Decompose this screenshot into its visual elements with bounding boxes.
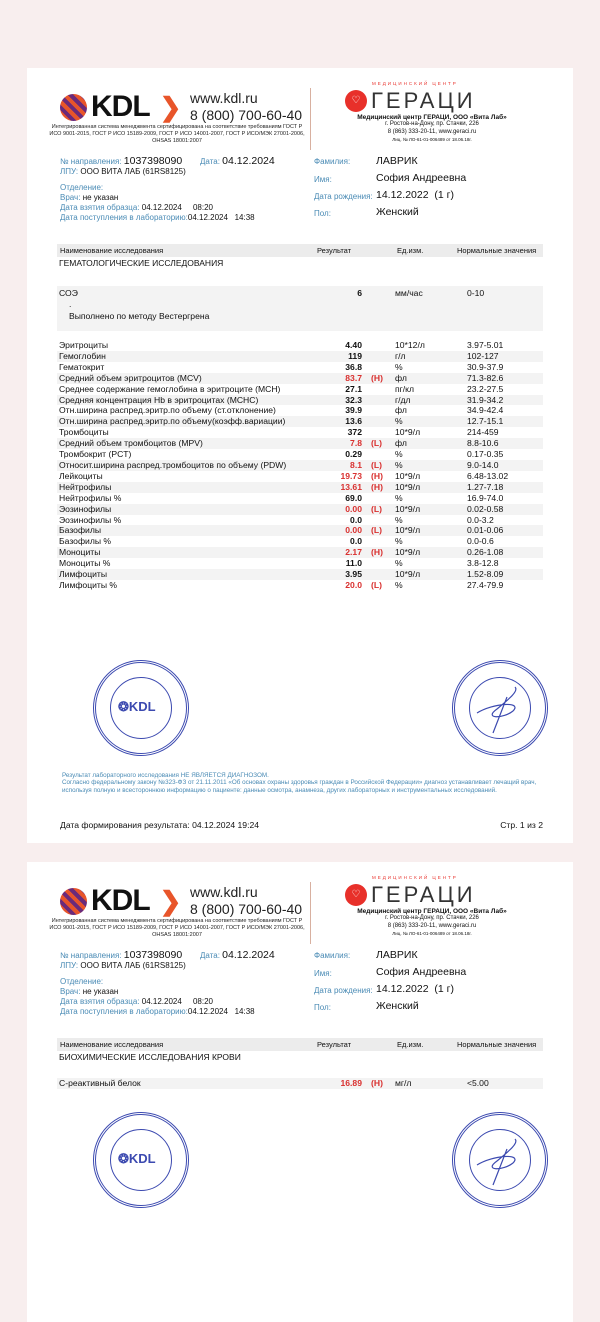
chevron-icon: ❯ bbox=[159, 885, 182, 916]
test-name: Эозинофилы % bbox=[59, 514, 122, 525]
organization-stamp bbox=[93, 660, 189, 756]
doctor-label: Врач: bbox=[60, 987, 81, 996]
department-label: Отделение: bbox=[60, 183, 104, 192]
table-row bbox=[57, 569, 543, 580]
col-unit: Ед.изм. bbox=[397, 246, 424, 255]
test-name: Средний объем тромбоцитов (MPV) bbox=[59, 438, 203, 449]
received-date: 04.12.2024 bbox=[187, 213, 228, 222]
test-norm: 9.0-14.0 bbox=[467, 459, 499, 470]
test-result: 2.17 bbox=[345, 547, 362, 558]
referral-value: 1037398090 bbox=[123, 949, 183, 961]
age-value: (1 г) bbox=[434, 189, 454, 201]
test-norm: 1.27-7.18 bbox=[467, 481, 504, 492]
test-name: Тромбоциты bbox=[59, 427, 109, 438]
table-header bbox=[57, 244, 543, 257]
test-unit: % bbox=[395, 536, 403, 547]
geraci-wordmark: ГЕРАЦИ bbox=[371, 88, 476, 113]
test-name: Средняя концентрация Hb в эритроцитах (MCHC) bbox=[59, 394, 259, 405]
kdl-logo bbox=[60, 884, 181, 918]
dob-value: 14.12.2022 bbox=[376, 189, 429, 201]
test-unit: пг/кл bbox=[395, 383, 415, 394]
col-norm: Нормальные значения bbox=[457, 1040, 537, 1049]
test-name: Средний объем эритроцитов (MCV) bbox=[59, 372, 202, 383]
test-unit: % bbox=[395, 459, 403, 470]
geraci-info bbox=[317, 908, 547, 937]
test-flag: (L) bbox=[371, 503, 382, 514]
test-result: 4.40 bbox=[345, 340, 362, 350]
name-value: София Андреевна bbox=[376, 172, 467, 184]
department-label: Отделение: bbox=[60, 977, 104, 986]
table-header bbox=[57, 1038, 543, 1051]
sex-value: Женский bbox=[376, 206, 419, 218]
sex-value: Женский bbox=[376, 1000, 419, 1012]
test-name: Моноциты bbox=[59, 547, 101, 558]
test-result: 20.0 bbox=[345, 579, 362, 590]
geraci-name: Медицинский центр ГЕРАЦИ, ООО «Вита Лаб» bbox=[357, 114, 507, 121]
sample-date: 04.12.2024 bbox=[141, 203, 182, 212]
section-title: БИОХИМИЧЕСКИЕ ИССЛЕДОВАНИЯ КРОВИ bbox=[59, 1052, 241, 1062]
test-result: 27.1 bbox=[345, 383, 362, 394]
table-row bbox=[57, 460, 543, 471]
iso-certification: Интегрированная система менеджмента сертифицирована на соответствие требованиям ГОСТ Р ИСО 9001-2015, ГОСТ Р ИСО 15189-2009, ГОСТ Р ИСО 14001-2007, ГОСТ Р ИСО/МЭК 27001-2006, OHSAS 18001:2007 bbox=[49, 918, 305, 938]
table-row bbox=[57, 395, 543, 406]
test-norm: 214-459 bbox=[467, 427, 499, 438]
test-unit: г/л bbox=[395, 350, 406, 361]
geraci-address: г. Ростов-на-Дону, пр. Стачки, 226 bbox=[385, 121, 479, 128]
test-result: 83.7 bbox=[345, 372, 362, 383]
geraci-logo bbox=[345, 88, 476, 114]
test-unit: % bbox=[395, 492, 403, 503]
test-norm: 1.52-8.09 bbox=[467, 569, 504, 580]
divider bbox=[310, 882, 311, 944]
doctor-stamp bbox=[452, 660, 548, 756]
test-norm: 3.8-12.8 bbox=[467, 558, 499, 569]
kdl-logo bbox=[60, 90, 181, 124]
test-unit: % bbox=[395, 514, 403, 525]
test-result: 372 bbox=[347, 427, 362, 438]
section-title: ГЕМАТОЛОГИЧЕСКИЕ ИССЛЕДОВАНИЯ bbox=[59, 258, 224, 268]
col-name: Наименование исследования bbox=[60, 1040, 164, 1049]
sex-label: Пол: bbox=[314, 1003, 331, 1012]
doctor-label: Врач: bbox=[60, 193, 81, 202]
col-result: Результат bbox=[317, 1040, 352, 1049]
geraci-address: г. Ростов-на-Дону, пр. Стачки, 226 bbox=[385, 915, 479, 922]
test-name: Нейтрофилы bbox=[59, 481, 112, 492]
test-name: Эритроциты bbox=[59, 340, 109, 350]
chevron-icon: ❯ bbox=[159, 91, 182, 122]
test-unit: % bbox=[395, 416, 403, 427]
heartbeat-icon: ♡ bbox=[345, 884, 367, 906]
date-value: 04.12.2024 bbox=[222, 949, 275, 961]
received-label: Дата поступления в лабораторию: bbox=[60, 1007, 188, 1016]
test-result: 0.0 bbox=[350, 536, 362, 547]
name-value: София Андреевна bbox=[376, 966, 467, 978]
geraci-name: Медицинский центр ГЕРАЦИ, ООО «Вита Лаб» bbox=[357, 908, 507, 915]
table-row bbox=[57, 580, 543, 591]
test-flag: (H) bbox=[371, 481, 383, 492]
doctor-stamp bbox=[452, 1112, 548, 1208]
test-name: Базофилы % bbox=[59, 536, 112, 547]
heartbeat-icon: ♡ bbox=[345, 90, 367, 112]
col-result: Результат bbox=[317, 246, 352, 255]
kdl-wordmark: KDL bbox=[91, 884, 150, 917]
organization-stamp bbox=[93, 1112, 189, 1208]
results-table bbox=[57, 1078, 543, 1089]
table-row bbox=[57, 471, 543, 482]
lpu-value: ООО ВИТА ЛАБ (61RS8125) bbox=[80, 961, 186, 970]
date-label: Дата: bbox=[200, 951, 220, 960]
test-unit: % bbox=[395, 558, 403, 569]
dob-value: 14.12.2022 bbox=[376, 983, 429, 995]
sample-label: Дата взятия образца: bbox=[60, 203, 140, 212]
test-name: Эозинофилы bbox=[59, 503, 112, 514]
test-flag: (L) bbox=[371, 438, 382, 449]
kdl-stamp-logo: ❂KDL bbox=[118, 699, 156, 714]
result-page-1 bbox=[27, 68, 573, 843]
referral-label: № направления: bbox=[60, 951, 122, 960]
test-result: 119 bbox=[348, 350, 362, 361]
col-norm: Нормальные значения bbox=[457, 246, 537, 255]
received-time: 14:38 bbox=[234, 213, 255, 222]
test-norm: 12.7-15.1 bbox=[467, 416, 504, 427]
surname-value: ЛАВРИК bbox=[376, 949, 418, 961]
test-name: Среднее содержание гемоглобина в эритроците (MCH) bbox=[59, 383, 281, 394]
test-result: 6 bbox=[357, 288, 362, 298]
test-name: Базофилы bbox=[59, 525, 102, 536]
soe-dot: . bbox=[69, 299, 72, 309]
table-row bbox=[57, 525, 543, 536]
kdl-site: www.kdl.ru bbox=[190, 90, 258, 106]
test-norm: 16.9-74.0 bbox=[467, 492, 504, 503]
test-name: С-реактивный белок bbox=[59, 1078, 141, 1088]
col-name: Наименование исследования bbox=[60, 246, 164, 255]
table-row bbox=[57, 438, 543, 449]
age-value: (1 г) bbox=[434, 983, 454, 995]
test-norm: 30.9-37.9 bbox=[467, 361, 504, 372]
test-flag: (H) bbox=[371, 372, 383, 383]
test-result: 0.00 bbox=[345, 503, 362, 514]
lpu-value: ООО ВИТА ЛАБ (61RS8125) bbox=[80, 167, 186, 176]
test-result: 19.73 bbox=[340, 470, 362, 481]
test-result: 16.89 bbox=[340, 1078, 362, 1088]
result-page-2 bbox=[27, 862, 573, 1322]
test-flag: (H) bbox=[371, 470, 383, 481]
test-name: Гематокрит bbox=[59, 361, 105, 372]
test-unit: 10*9/л bbox=[395, 525, 421, 536]
test-norm: <5.00 bbox=[467, 1078, 489, 1088]
geraci-contacts: 8 (863) 333-20-11, www.geraci.ru bbox=[387, 922, 477, 929]
test-norm: 23.2-27.5 bbox=[467, 383, 504, 394]
test-unit: фл bbox=[395, 405, 407, 416]
test-unit: 10*9/л bbox=[395, 481, 421, 492]
kdl-phone: 8 (800) 700-60-40 bbox=[190, 107, 303, 123]
disclaimer-line-2: Согласно федеральному закону №323-ФЗ от 21.11.2011 «Об основах охраны здоровья граждан в Российской Федерации» диагноз устанавливает лечащий врач, используя полную и всестороннюю информацию о пациенте: данные осмотра, анамнеза, других лабораторных и инструментальных исследований. bbox=[62, 779, 537, 794]
table-row bbox=[57, 351, 543, 362]
test-result: 8.1 bbox=[350, 459, 362, 470]
test-result: 3.95 bbox=[345, 569, 362, 580]
test-unit: % bbox=[395, 449, 403, 460]
test-unit: фл bbox=[395, 438, 407, 449]
date-label: Дата: bbox=[200, 157, 220, 166]
test-unit: мг/л bbox=[395, 1078, 412, 1088]
table-row bbox=[57, 362, 543, 373]
dob-label: Дата рождения: bbox=[314, 192, 373, 201]
received-date: 04.12.2024 bbox=[187, 1007, 228, 1016]
date-value: 04.12.2024 bbox=[222, 155, 275, 167]
geraci-contacts: 8 (863) 333-20-11, www.geraci.ru bbox=[387, 128, 477, 135]
test-name: Лейкоциты bbox=[59, 470, 103, 481]
table-row bbox=[57, 1078, 543, 1089]
test-result: 36.8 bbox=[345, 361, 362, 372]
doctor-value: не указан bbox=[82, 193, 119, 202]
test-name: Относит.ширина распред.тромбоцитов по объему (PDW) bbox=[59, 459, 287, 470]
kdl-contacts bbox=[190, 884, 302, 918]
name-label: Имя: bbox=[314, 969, 332, 978]
generated-date: Дата формирования результата: 04.12.2024 19:24 bbox=[60, 820, 260, 830]
test-norm: 0.01-0.06 bbox=[467, 525, 504, 536]
dob-label: Дата рождения: bbox=[314, 986, 373, 995]
test-unit: 10*9/л bbox=[395, 470, 421, 481]
test-norm: 27.4-79.9 bbox=[467, 579, 504, 590]
test-norm: 8.8-10.6 bbox=[467, 438, 499, 449]
test-norm: 0.02-0.58 bbox=[467, 503, 504, 514]
sample-label: Дата взятия образца: bbox=[60, 997, 140, 1006]
test-name: Лимфоциты bbox=[59, 569, 108, 580]
geraci-wordmark: ГЕРАЦИ bbox=[371, 882, 476, 907]
test-unit: 10*12/л bbox=[395, 340, 425, 350]
test-flag: (H) bbox=[371, 1078, 383, 1088]
test-result: 69.0 bbox=[345, 492, 362, 503]
test-result: 13.6 bbox=[345, 416, 362, 427]
test-name: Отн.ширина распред.эритр.по объему(коэфф.вариации) bbox=[59, 416, 286, 427]
disclaimer-line-1: Результат лабораторного исследования НЕ ЯВЛЯЕТСЯ ДИАГНОЗОМ. bbox=[62, 772, 269, 779]
test-result: 13.61 bbox=[340, 481, 362, 492]
geraci-tagline: МЕДИЦИНСКИЙ ЦЕНТР bbox=[372, 81, 458, 86]
geraci-license: Лиц. № ЛО-61-01-006489 от 18.06.18г. bbox=[392, 930, 472, 936]
divider bbox=[310, 88, 311, 150]
test-name: СОЭ bbox=[59, 288, 78, 298]
sex-label: Пол: bbox=[314, 209, 331, 218]
referral-value: 1037398090 bbox=[123, 155, 183, 167]
kdl-stamp-logo: ❂KDL bbox=[118, 1151, 156, 1166]
kdl-site: www.kdl.ru bbox=[190, 884, 258, 900]
soe-note: Выполнено по методу Вестергрена bbox=[69, 311, 210, 321]
test-result: 0.29 bbox=[345, 449, 362, 460]
table-row bbox=[57, 449, 543, 460]
test-unit: % bbox=[395, 361, 403, 372]
page-number: Стр. 1 из 2 bbox=[500, 820, 543, 830]
test-flag: (L) bbox=[371, 579, 382, 590]
doctor-value: не указан bbox=[82, 987, 119, 996]
test-unit: 10*9/л bbox=[395, 569, 421, 580]
table-row bbox=[57, 504, 543, 515]
test-norm: 31.9-34.2 bbox=[467, 394, 504, 405]
referral-label: № направления: bbox=[60, 157, 122, 166]
test-norm: 3.97-5.01 bbox=[467, 340, 504, 350]
test-norm: 0-10 bbox=[467, 288, 485, 298]
table-row bbox=[57, 493, 543, 504]
disclaimer bbox=[62, 772, 538, 794]
lpu-label: ЛПУ: bbox=[60, 961, 79, 970]
test-norm: 0.0-0.6 bbox=[467, 536, 494, 547]
sample-date: 04.12.2024 bbox=[141, 997, 182, 1006]
test-norm: 0.26-1.08 bbox=[467, 547, 504, 558]
signature-icon bbox=[473, 1135, 533, 1191]
sample-time: 08:20 bbox=[192, 997, 213, 1006]
test-result: 39.9 bbox=[345, 405, 362, 416]
test-unit: % bbox=[395, 579, 403, 590]
results-table bbox=[57, 340, 543, 591]
test-unit: 10*9/л bbox=[395, 547, 421, 558]
test-result: 7.8 bbox=[350, 438, 362, 449]
test-flag: (L) bbox=[371, 525, 382, 536]
geraci-tagline: МЕДИЦИНСКИЙ ЦЕНТР bbox=[372, 875, 458, 880]
test-unit: мм/час bbox=[395, 288, 423, 298]
test-unit: 10*9/л bbox=[395, 427, 421, 438]
table-row bbox=[57, 427, 543, 438]
geraci-license: Лиц. № ЛО-61-01-006489 от 18.06.18г. bbox=[392, 136, 472, 142]
table-row-soe bbox=[57, 286, 543, 331]
test-norm: 71.3-82.6 bbox=[467, 372, 504, 383]
table-row bbox=[57, 373, 543, 384]
name-label: Имя: bbox=[314, 175, 332, 184]
surname-label: Фамилия: bbox=[314, 157, 351, 166]
kdl-ball-icon bbox=[60, 94, 87, 121]
test-result: 11.0 bbox=[345, 558, 362, 569]
kdl-ball-icon bbox=[60, 888, 87, 915]
table-row bbox=[57, 340, 543, 351]
test-norm: 6.48-13.02 bbox=[467, 470, 509, 481]
lpu-label: ЛПУ: bbox=[60, 167, 79, 176]
test-name: Гемоглобин bbox=[59, 350, 106, 361]
table-row bbox=[57, 405, 543, 416]
test-name: Моноциты % bbox=[59, 558, 111, 569]
test-flag: (L) bbox=[371, 459, 382, 470]
test-result: 32.3 bbox=[345, 394, 362, 405]
test-norm: 0.0-3.2 bbox=[467, 514, 494, 525]
signature-icon bbox=[473, 683, 533, 739]
table-row bbox=[57, 536, 543, 547]
test-norm: 0.17-0.35 bbox=[467, 449, 504, 460]
table-row bbox=[57, 384, 543, 395]
test-unit: г/дл bbox=[395, 394, 411, 405]
surname-label: Фамилия: bbox=[314, 951, 351, 960]
page-header bbox=[27, 862, 573, 1032]
test-name: Нейтрофилы % bbox=[59, 492, 122, 503]
table-row bbox=[57, 482, 543, 493]
test-name: Лимфоциты % bbox=[59, 579, 118, 590]
kdl-wordmark: KDL bbox=[91, 90, 150, 123]
table-row bbox=[57, 515, 543, 526]
test-name: Тромбокрит (PCT) bbox=[59, 449, 132, 460]
kdl-contacts bbox=[190, 90, 302, 124]
page-header bbox=[27, 68, 573, 238]
table-row bbox=[57, 547, 543, 558]
test-name: Отн.ширина распред.эритр.по объему (ст.отклонение) bbox=[59, 405, 276, 416]
kdl-phone: 8 (800) 700-60-40 bbox=[190, 901, 303, 917]
iso-certification: Интегрированная система менеджмента сертифицирована на соответствие требованиям ГОСТ Р ИСО 9001-2015, ГОСТ Р ИСО 15189-2009, ГОСТ Р ИСО 14001-2007, ГОСТ Р ИСО/МЭК 27001-2006, OHSAS 18001:2007 bbox=[49, 124, 305, 144]
received-time: 14:38 bbox=[234, 1007, 255, 1016]
surname-value: ЛАВРИК bbox=[376, 155, 418, 167]
geraci-info bbox=[317, 114, 547, 143]
geraci-logo bbox=[345, 882, 476, 908]
table-row bbox=[57, 558, 543, 569]
table-row bbox=[57, 416, 543, 427]
received-label: Дата поступления в лабораторию: bbox=[60, 213, 188, 222]
sample-time: 08:20 bbox=[192, 203, 213, 212]
test-unit: 10*9/л bbox=[395, 503, 421, 514]
test-result: 0.0 bbox=[350, 514, 362, 525]
test-unit: фл bbox=[395, 372, 407, 383]
test-flag: (H) bbox=[371, 547, 383, 558]
test-result: 0.00 bbox=[345, 525, 362, 536]
col-unit: Ед.изм. bbox=[397, 1040, 424, 1049]
test-norm: 34.9-42.4 bbox=[467, 405, 504, 416]
test-norm: 102-127 bbox=[467, 350, 499, 361]
